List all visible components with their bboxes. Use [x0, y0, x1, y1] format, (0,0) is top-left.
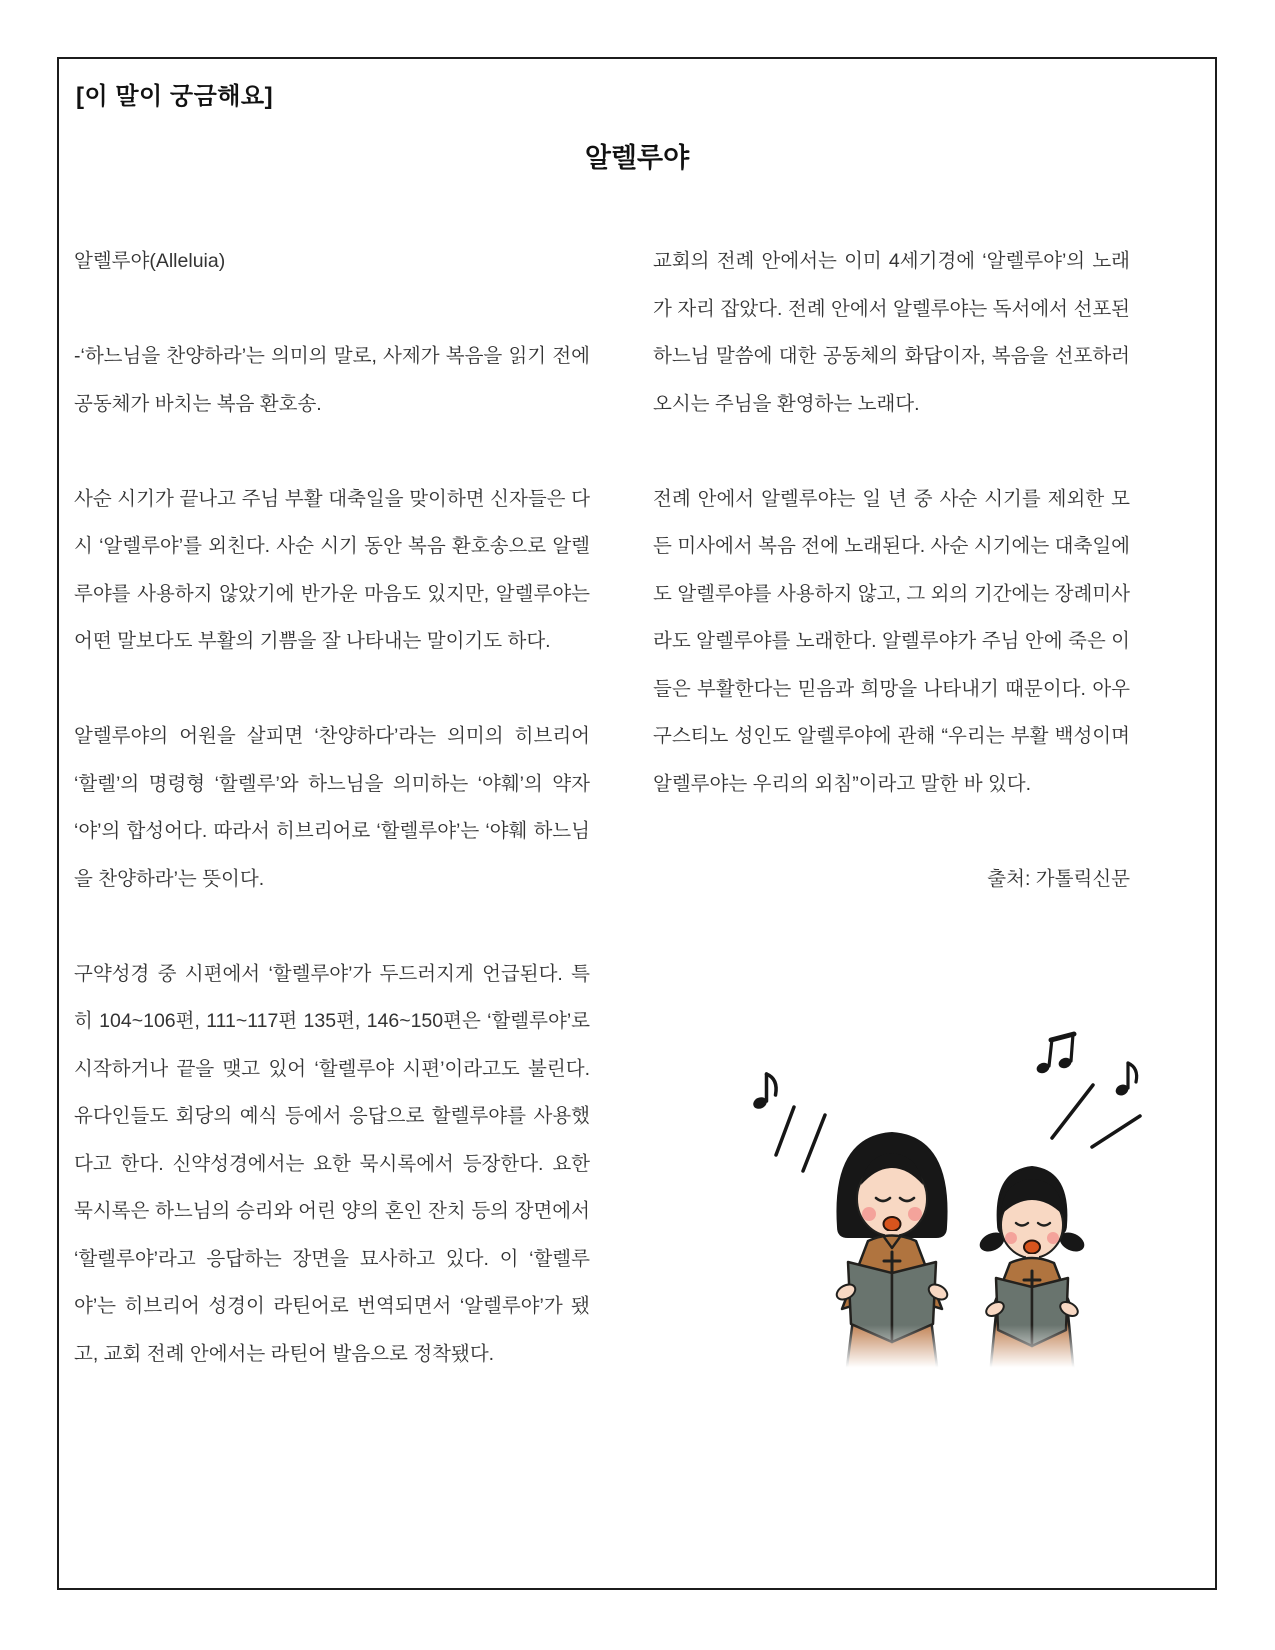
- body-paragraph: 교회의 전례 안에서는 이미 4세기경에 ‘알렐루야’의 노래가 자리 잡았다. 전례 안에서 알렐루야는 독서에서 선포된 하느님 말씀에 대한 공동체의 화답이자, 복음을 선포하러 오시는 주님을 환영하는 노래다.: [653, 250, 1130, 415]
- sound-ray: [1092, 1116, 1140, 1147]
- right-column: [653, 238, 1130, 951]
- cheek: [862, 1207, 876, 1221]
- left-column: [74, 238, 590, 1426]
- music-note-icon: [751, 1074, 825, 1171]
- singing-mouth: [1024, 1241, 1040, 1254]
- article-title: 알렐루야: [584, 143, 690, 173]
- body-paragraph: 구약성경 중 시편에서 ‘할렐루야’가 두드러지게 언급된다. 특히 104~106편, 111~117편 135편, 146~150편은 ‘할렐루야’로 시작하거나 끝을 맺고 있어 ‘할렐루야 시편’이라고도 불린다. 유다인들도 회당의 예식 등에서 응답으로 할렐루야를 사용했다고 한다. 신약성경에서는 요한 묵시록에서 등장한다. 요한 묵시록은 하느님의 승리와 어린 양의 혼인 잔치 등의 장면에서 ‘할렐루야’라고 응답하는 장면을 묘사하고 있다. 이 ‘할렐루야’는 히브리어 성경이 라틴어로 번역되면서 ‘알렐루야’가 됐고, 교회 전례 안에서는 라틴어 발음으로 정착됐다.: [74, 962, 590, 1365]
- choir-illustration: [660, 975, 1160, 1375]
- fade-out: [660, 1325, 1160, 1375]
- cheek: [908, 1207, 922, 1221]
- body-paragraph: 전례 안에서 알렐루야는 일 년 중 사순 시기를 제외한 모든 미사에서 복음 전에 노래된다. 사순 시기에는 대축일에도 알렐루야를 사용하지 않고, 그 외의 기간에는 장례미사라도 알렐루야를 노래한다. 알렐루야가 주님 안에 죽은 이들은 부활한다는 믿음과 희망을 나타내기 때문이다. 아우구스티노 성인도 알렐루야에 관해 “우리는 부활 백성이며 알렐루야는 우리의 외침”이라고 말한 바 있다.: [653, 487, 1130, 795]
- sound-ray: [1052, 1085, 1093, 1138]
- body-paragraph: 알렐루야의 어원을 살피면 ‘찬양하다’라는 의미의 히브리어 ‘할렐’의 명령형 ‘할렐루’와 하느님을 의미하는 ‘야훼’의 약자 ‘야’의 합성어다. 따라서 히브리어로 ‘할렐루야’는 ‘야훼 하느님을 찬양하라’는 뜻이다.: [74, 725, 590, 890]
- article-tag: [이 말이 궁금해요]: [76, 83, 274, 110]
- body-paragraph: 알렐루야(Alleluia): [74, 250, 226, 272]
- body-paragraph: -‘하느님을 찬양하라’는 의미의 말로, 사제가 복음을 읽기 전에 공동체가 바치는 복음 환호송.: [74, 345, 590, 415]
- music-note-icon: [1035, 1034, 1140, 1147]
- cheek: [1005, 1232, 1017, 1244]
- body-paragraph: 사순 시기가 끝나고 주님 부활 대축일을 맞이하면 신자들은 다시 ‘알렐루야’를 외친다. 사순 시기 동안 복음 환호송으로 알렐루야를 사용하지 않았기에 반가운 마음도 있지만, 알렐루야는 어떤 말보다도 부활의 기쁨을 잘 나타내는 말이기도 하다.: [74, 487, 590, 652]
- cheek: [1047, 1232, 1059, 1244]
- sound-ray: [776, 1107, 794, 1155]
- singing-mouth: [884, 1217, 901, 1231]
- sound-ray: [803, 1115, 825, 1171]
- source-credit: 출처: 가톨릭신문: [987, 867, 1130, 890]
